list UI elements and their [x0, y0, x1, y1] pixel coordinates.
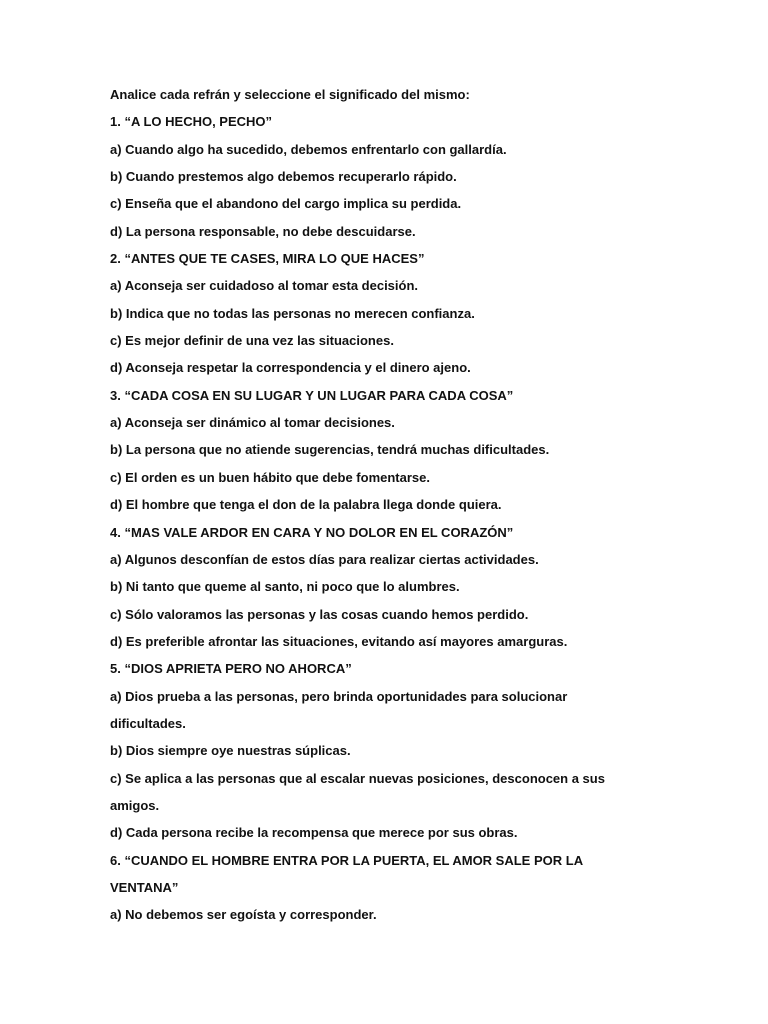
question-2-option-c: c) Es mejor definir de una vez las situaciones.	[110, 333, 394, 349]
instructions-text: Analice cada refrán y seleccione el significado del mismo:	[110, 87, 470, 102]
question-5-option-c-continued: amigos.	[110, 797, 160, 813]
question-3-option-a: a) Aconseja ser dinámico al tomar decisiones.	[110, 415, 395, 431]
question-2-option-b: b) Indica que no todas las personas no merecen confianza.	[110, 305, 475, 321]
question-5-title: 5. “DIOS APRIETA PERO NO AHORCA”	[110, 661, 352, 677]
question-4-option-a: a) Algunos desconfían de estos días para realizar ciertas actividades.	[110, 551, 539, 567]
question-1-option-d: d) La persona responsable, no debe descuidarse.	[110, 223, 416, 239]
question-4-option-b: b) Ni tanto que queme al santo, ni poco que lo alumbres.	[110, 579, 460, 595]
question-5-option-d: d) Cada persona recibe la recompensa que merece por sus obras.	[110, 825, 518, 841]
question-5-option-b: b) Dios siempre oye nuestras súplicas.	[110, 743, 351, 759]
question-6-title-continued: VENTANA”	[110, 879, 179, 895]
question-1-option-b: b) Cuando prestemos algo debemos recuperarlo rápido.	[110, 169, 457, 185]
question-1-option-c: c) Enseña que el abandono del cargo implica su perdida.	[110, 196, 462, 212]
question-6-option-a: a) No debemos ser egoísta y corresponder.	[110, 907, 377, 923]
question-3-option-b: b) La persona que no atiende sugerencias, tendrá muchas dificultades.	[110, 442, 550, 458]
question-4-option-c: c) Sólo valoramos las personas y las cosas cuando hemos perdido.	[110, 606, 529, 622]
question-3-title: 3. “CADA COSA EN SU LUGAR Y UN LUGAR PARA CADA COSA”	[110, 387, 514, 403]
question-5-option-a-continued: dificultades.	[110, 715, 186, 731]
question-1-option-a: a) Cuando algo ha sucedido, debemos enfrentarlo con gallardía.	[110, 141, 507, 157]
question-5-option-a: a) Dios prueba a las personas, pero brinda oportunidades para solucionar	[110, 688, 568, 704]
question-5-option-c: c) Se aplica a las personas que al escalar nuevas posiciones, desconocen a sus	[110, 770, 605, 786]
question-4-title: 4. “MAS VALE ARDOR EN CARA Y NO DOLOR EN EL CORAZÓN”	[110, 524, 514, 540]
question-3-option-d: d) El hombre que tenga el don de la palabra llega donde quiera.	[110, 497, 502, 513]
question-2-title: 2. “ANTES QUE TE CASES, MIRA LO QUE HACES”	[110, 251, 425, 267]
question-1-title: 1. “A LO HECHO, PECHO”	[110, 114, 273, 130]
question-2-option-a: a) Aconseja ser cuidadoso al tomar esta decisión.	[110, 278, 419, 294]
question-3-option-c: c) El orden es un buen hábito que debe fomentarse.	[110, 469, 430, 485]
document-page	[110, 85, 730, 933]
question-2-option-d: d) Aconseja respetar la correspondencia y el dinero ajeno.	[110, 360, 471, 376]
question-6-title: 6. “CUANDO EL HOMBRE ENTRA POR LA PUERTA, EL AMOR SALE POR LA	[110, 852, 584, 868]
question-4-option-d: d) Es preferible afrontar las situaciones, evitando así mayores amarguras.	[110, 633, 568, 649]
